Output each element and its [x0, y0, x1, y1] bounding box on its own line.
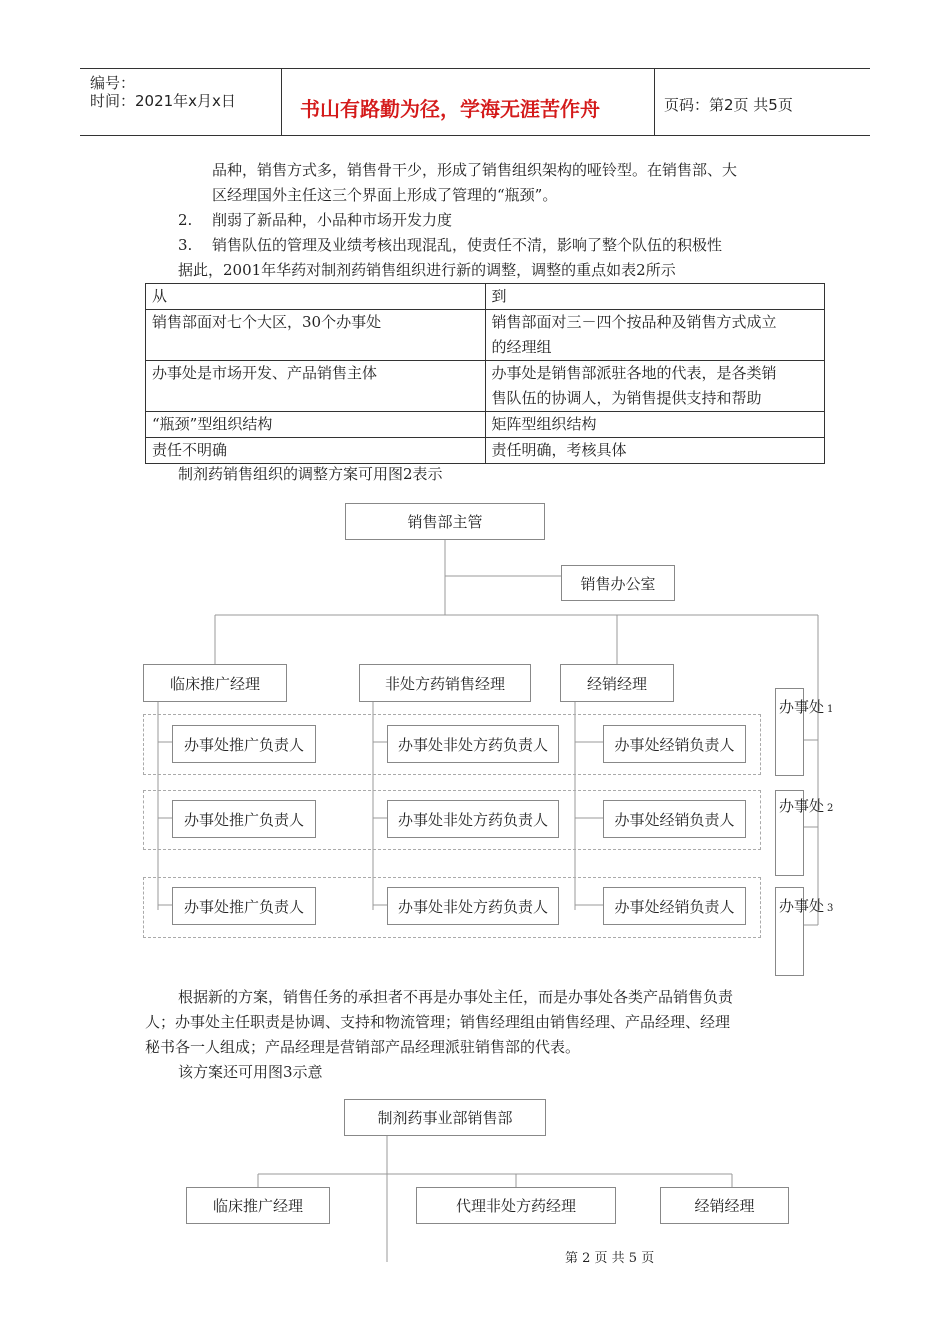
org-box-distribution-lead: 办事处经销负责人	[603, 800, 746, 838]
org-box-distribution-manager: 经销经理	[560, 664, 674, 702]
table-cell-from: 销售部面对七个大区，30个办事处	[146, 310, 486, 361]
table-cell-from: 办事处是市场开发、产品销售主体	[146, 361, 486, 412]
header-page-label: 页码：第2页 共5页	[664, 96, 793, 114]
list-item-text: 销售队伍的管理及业绩考核出现混乱，使责任不清，影响了整个队伍的积极性	[212, 236, 723, 254]
list-item-number: 2.	[178, 211, 193, 229]
paragraph-line: 根据新的方案，销售任务的承担者不再是办事处主任，而是办事处各类产品销售负责	[178, 988, 734, 1006]
paragraph-line: 品种，销售方式多，销售骨干少，形成了销售组织架构的哑铃型。在销售部、大	[212, 161, 738, 179]
figure2-intro: 制剂药销售组织的调整方案可用图2表示	[178, 465, 443, 483]
table-header-to: 到	[485, 284, 825, 310]
org-box-distribution-lead: 办事处经销负责人	[603, 725, 746, 763]
footer-page-number: 第 2 页 共 5 页	[565, 1251, 655, 1266]
table-cell-to: 责任明确，考核具体	[485, 438, 825, 464]
table-cell-line: 销售部面对三－四个按品种及销售方式成立	[491, 313, 777, 331]
org-box-distribution-lead: 办事处经销负责人	[603, 887, 746, 925]
org-box-division-sales: 制剂药事业部销售部	[344, 1099, 546, 1136]
list-item-text: 削弱了新品种，小品种市场开发力度	[212, 211, 453, 229]
document-number-label: 编号：	[90, 74, 136, 92]
figure3-intro: 该方案还可用图3示意	[178, 1063, 323, 1081]
org-box-promotion-lead: 办事处推广负责人	[172, 725, 316, 763]
table-cell-line: 办事处是销售部派驻各地的代表，是各类销	[491, 364, 777, 382]
office-label-text: 办事处	[779, 698, 825, 716]
table-cell-line: 的经理组	[491, 338, 552, 356]
office-label-number: 3	[827, 903, 834, 914]
org-box-otc-lead: 办事处非处方药负责人	[387, 887, 559, 925]
org-box-promotion-lead: 办事处推广负责人	[172, 800, 316, 838]
table-cell-from: 责任不明确	[146, 438, 486, 464]
org-box-sales-office: 销售办公室	[561, 565, 675, 601]
table-header-from: 从	[146, 284, 486, 310]
paragraph-line: 人；办事处主任职责是协调、支持和物流管理；销售经理组由销售经理、产品经理、经理	[145, 1013, 731, 1031]
org-box-clinical-manager: 临床推广经理	[143, 664, 287, 702]
list-item-number: 3.	[178, 236, 193, 254]
table-intro: 据此，2001年华药对制剂药销售组织进行新的调整，调整的重点如表2所示	[178, 261, 676, 279]
office-label-number: 1	[827, 704, 834, 715]
paragraph-line: 区经理国外主任这三个界面上形成了管理的“瓶颈”。	[212, 186, 558, 204]
office-label-text: 办事处	[779, 897, 825, 915]
org-box-otc-manager: 非处方药销售经理	[359, 664, 531, 702]
table-cell-from: “瓶颈”型组织结构	[146, 412, 486, 438]
org-box-distribution-manager: 经销经理	[660, 1187, 789, 1224]
office-label-number: 2	[827, 803, 834, 814]
org-box-otc-lead: 办事处非处方药负责人	[387, 800, 559, 838]
org-box-clinical-manager: 临床推广经理	[186, 1187, 330, 1224]
table-cell-line: 售队伍的协调人，为销售提供支持和帮助	[491, 389, 762, 407]
org-box-agency-otc-manager: 代理非处方药经理	[416, 1187, 616, 1224]
table-cell-to: 矩阵型组织结构	[485, 412, 825, 438]
document-time-label: 时间：2021年x月x日	[90, 92, 236, 110]
org-box-promotion-lead: 办事处推广负责人	[172, 887, 316, 925]
paragraph-line: 秘书各一人组成；产品经理是营销部产品经理派驻销售部的代表。	[145, 1038, 581, 1056]
header-motto: 书山有路勤为径，学海无涯苦作舟	[300, 97, 600, 121]
org-box-otc-lead: 办事处非处方药负责人	[387, 725, 559, 763]
office-label-text: 办事处	[779, 797, 825, 815]
org-box-sales-director: 销售部主管	[345, 503, 545, 540]
